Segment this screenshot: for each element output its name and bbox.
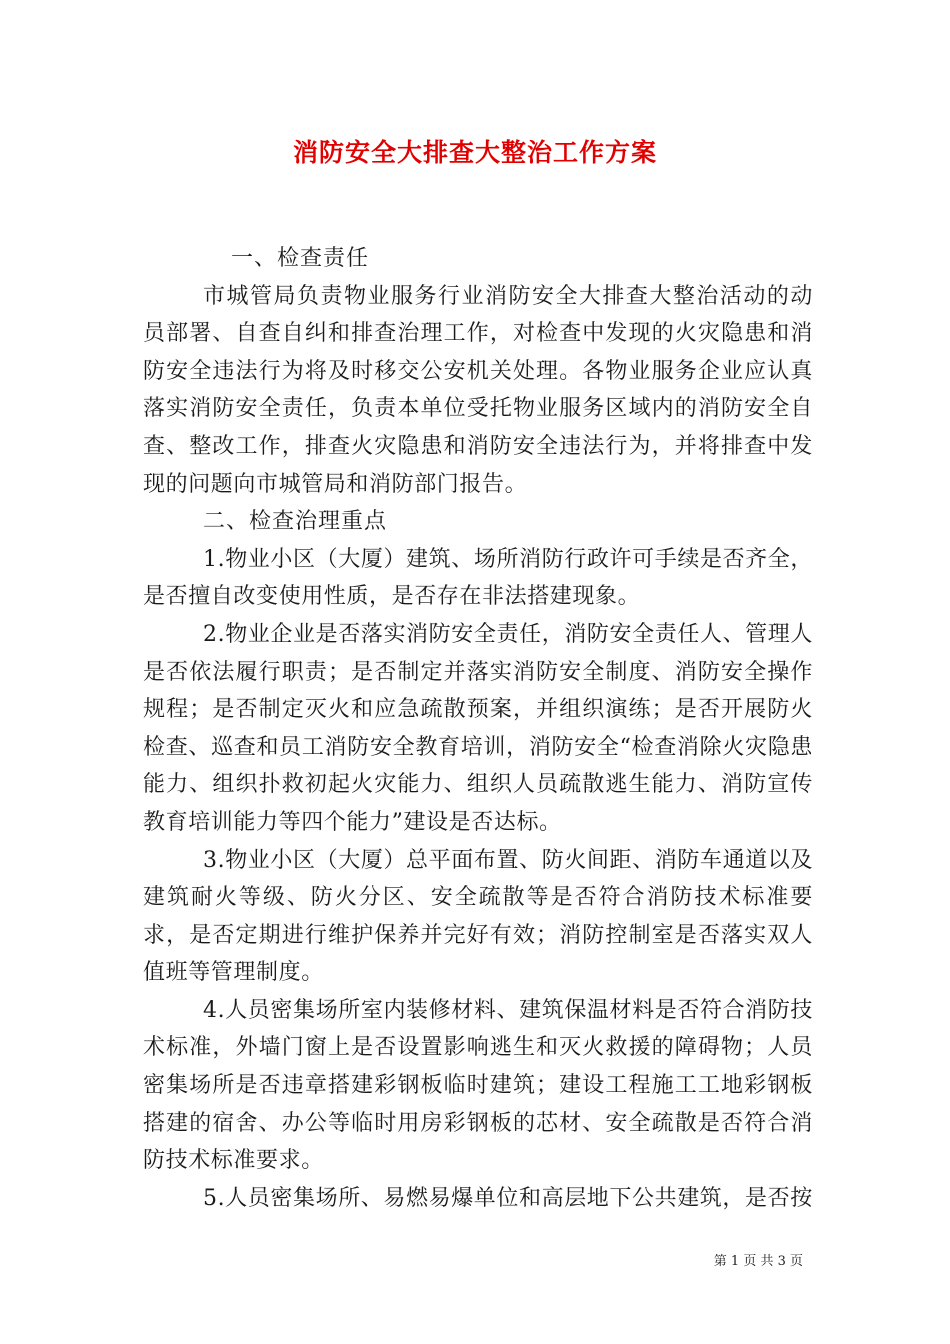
paragraph: 1.物业小区（大厦）建筑、场所消防行政许可手续是否齐全，是否擅自改变使用性质，是否存在非法搭建现象。 xyxy=(143,546,813,610)
document-body xyxy=(143,240,813,1217)
paragraph: 2.物业企业是否落实消防安全责任，消防安全责任人、管理人是否依法履行职责；是否制定并落实消防安全制度、消防安全操作规程；是否制定灭火和应急疏散预案，并组织演练；是否开展防火检查、巡查和员工消防安全教育培训，消防安全“检查消除火灾隐患能力、组织扑救初起火灾能力、组织人员疏散逃生能力、消防宣传教育培训能力等四个能力”建设是否达标。 xyxy=(143,621,813,835)
page-number-footer: 第 1 页 共 3 页 xyxy=(713,1254,803,1269)
paragraph: 5.人员密集场所、易燃易爆单位和高层地下公共建筑，是否按 xyxy=(203,1185,813,1211)
paragraph: 市城管局负责物业服务行业消防安全大排查大整治活动的动员部署、自查自纠和排查治理工作，对检查中发现的火灾隐患和消防安全违法行为将及时移交公安机关处理。各物业服务企业应认真落实消防安全责任，负责本单位受托物业服务区域内的消防安全自查、整改工作，排查火灾隐患和消防安全违法行为，并将排查中发现的问题向市城管局和消防部门报告。 xyxy=(143,283,813,497)
document-title: 消防安全大排查大整治工作方案 xyxy=(292,138,657,167)
section-heading: 二、检查治理重点 xyxy=(203,509,388,535)
paragraph: 4.人员密集场所室内装修材料、建筑保温材料是否符合消防技术标准，外墙门窗上是否设置影响逃生和灭火救援的障碍物；人员密集场所是否违章搭建彩钢板临时建筑；建设工程施工工地彩钢板搭建的宿舍、办公等临时用房彩钢板的芯材、安全疏散是否符合消防技术标准要求。 xyxy=(143,997,813,1174)
section-heading: 一、检查责任 xyxy=(231,246,370,271)
paragraph: 3.物业小区（大厦）总平面布置、防火间距、消防车通道以及建筑耐火等级、防火分区、安全疏散等是否符合消防技术标准要求，是否定期进行维护保养并完好有效；消防控制室是否落实双人值班等管理制度。 xyxy=(143,847,813,986)
